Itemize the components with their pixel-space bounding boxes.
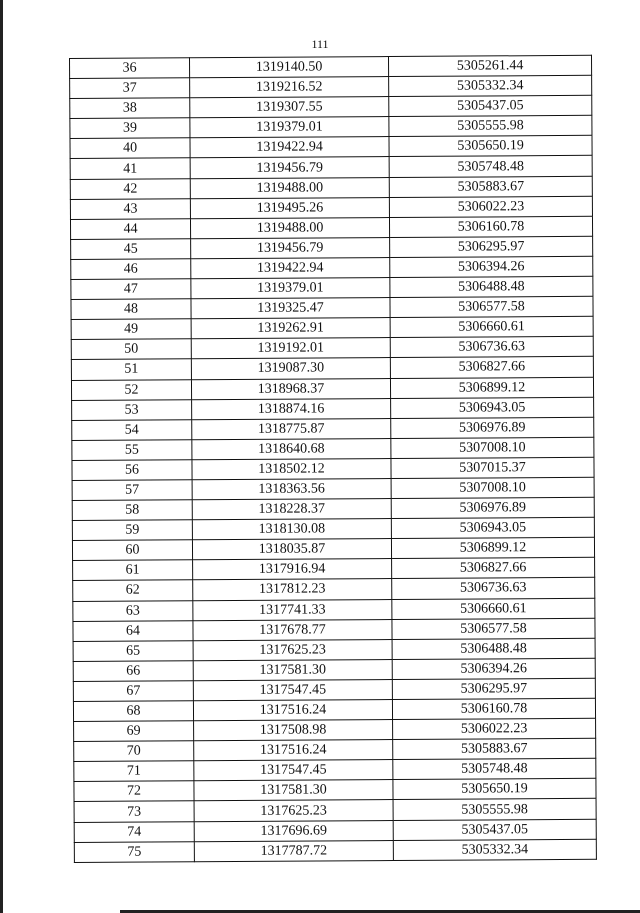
point-number-cell: 39 bbox=[70, 118, 190, 139]
x-coordinate-cell: 1317516.24 bbox=[194, 740, 393, 761]
x-coordinate-cell: 1317516.24 bbox=[193, 700, 392, 721]
table-row bbox=[70, 216, 592, 239]
y-coordinate-cell: 5306577.58 bbox=[390, 296, 593, 317]
y-coordinate-cell: 5306827.66 bbox=[392, 558, 595, 579]
point-number-cell: 75 bbox=[74, 841, 194, 862]
table-row bbox=[73, 678, 595, 701]
table-row bbox=[72, 497, 594, 520]
point-number-cell: 42 bbox=[70, 178, 190, 199]
table-row bbox=[72, 477, 594, 500]
table-row bbox=[70, 95, 592, 118]
point-number-cell: 57 bbox=[72, 480, 192, 501]
point-number-cell: 47 bbox=[71, 279, 191, 300]
table-row bbox=[71, 296, 593, 319]
point-number-cell: 70 bbox=[74, 741, 194, 762]
y-coordinate-cell: 5305437.05 bbox=[389, 95, 592, 116]
point-number-cell: 59 bbox=[72, 520, 192, 541]
table-row bbox=[70, 75, 592, 98]
table-row bbox=[74, 819, 596, 842]
table-row bbox=[74, 799, 596, 822]
y-coordinate-cell: 5306899.12 bbox=[390, 377, 593, 398]
y-coordinate-cell: 5306577.58 bbox=[392, 618, 595, 639]
table-row bbox=[70, 116, 592, 139]
x-coordinate-cell: 1319216.52 bbox=[190, 77, 389, 98]
y-coordinate-cell: 5305332.34 bbox=[393, 839, 596, 860]
point-number-cell: 68 bbox=[73, 701, 193, 722]
x-coordinate-cell: 1317678.77 bbox=[193, 619, 392, 640]
x-coordinate-cell: 1319422.94 bbox=[191, 257, 390, 278]
x-coordinate-cell: 1319307.55 bbox=[190, 97, 389, 118]
y-coordinate-cell: 5306160.78 bbox=[389, 216, 592, 237]
point-number-cell: 67 bbox=[73, 681, 193, 702]
table-row bbox=[73, 558, 595, 581]
y-coordinate-cell: 5306660.61 bbox=[392, 598, 595, 619]
x-coordinate-cell: 1317508.98 bbox=[194, 720, 393, 741]
x-coordinate-cell: 1319495.26 bbox=[190, 197, 389, 218]
y-coordinate-cell: 5305555.98 bbox=[389, 116, 592, 137]
x-coordinate-cell: 1319087.30 bbox=[191, 358, 390, 379]
table-row bbox=[73, 598, 595, 621]
y-coordinate-cell: 5306976.89 bbox=[391, 497, 594, 518]
table-row bbox=[73, 618, 595, 641]
x-coordinate-cell: 1317625.23 bbox=[194, 800, 393, 821]
x-coordinate-cell: 1319488.00 bbox=[190, 177, 389, 198]
table-row bbox=[73, 658, 595, 681]
point-number-cell: 51 bbox=[71, 359, 191, 380]
y-coordinate-cell: 5306736.63 bbox=[390, 337, 593, 358]
point-number-cell: 74 bbox=[74, 821, 194, 842]
point-number-cell: 63 bbox=[73, 600, 193, 621]
point-number-cell: 50 bbox=[71, 339, 191, 360]
y-coordinate-cell: 5307008.10 bbox=[391, 477, 594, 498]
y-coordinate-cell: 5306022.23 bbox=[389, 196, 592, 217]
scan-edge-left bbox=[0, 0, 3, 913]
table-row bbox=[71, 357, 593, 380]
x-coordinate-cell: 1319456.79 bbox=[190, 157, 389, 178]
y-coordinate-cell: 5306394.26 bbox=[390, 256, 593, 277]
table-row bbox=[73, 698, 595, 721]
x-coordinate-cell: 1319262.91 bbox=[191, 318, 390, 339]
y-coordinate-cell: 5305883.67 bbox=[389, 176, 592, 197]
point-number-cell: 71 bbox=[74, 761, 194, 782]
point-number-cell: 44 bbox=[70, 219, 190, 240]
y-coordinate-cell: 5306976.89 bbox=[391, 417, 594, 438]
x-coordinate-cell: 1319379.01 bbox=[190, 117, 389, 138]
x-coordinate-cell: 1317581.30 bbox=[194, 780, 393, 801]
y-coordinate-cell: 5305555.98 bbox=[393, 799, 596, 820]
x-coordinate-cell: 1319192.01 bbox=[191, 338, 390, 359]
point-number-cell: 64 bbox=[73, 620, 193, 641]
point-number-cell: 58 bbox=[72, 500, 192, 521]
x-coordinate-cell: 1318640.68 bbox=[192, 438, 391, 459]
table-row bbox=[70, 136, 592, 159]
table-row bbox=[70, 55, 592, 78]
coordinates-table-container bbox=[69, 55, 596, 863]
point-number-cell: 36 bbox=[70, 58, 190, 79]
x-coordinate-cell: 1318130.08 bbox=[192, 519, 391, 540]
table-row bbox=[71, 236, 593, 259]
point-number-cell: 43 bbox=[70, 198, 190, 219]
y-coordinate-cell: 5306022.23 bbox=[393, 718, 596, 739]
table-row bbox=[74, 839, 596, 862]
coordinates-table bbox=[69, 55, 597, 863]
x-coordinate-cell: 1319488.00 bbox=[190, 217, 389, 238]
x-coordinate-cell: 1317547.45 bbox=[193, 679, 392, 700]
table-row bbox=[71, 377, 593, 400]
y-coordinate-cell: 5307008.10 bbox=[391, 437, 594, 458]
point-number-cell: 56 bbox=[72, 460, 192, 481]
y-coordinate-cell: 5306943.05 bbox=[391, 397, 594, 418]
y-coordinate-cell: 5306295.97 bbox=[392, 678, 595, 699]
x-coordinate-cell: 1318363.56 bbox=[192, 479, 391, 500]
y-coordinate-cell: 5305883.67 bbox=[393, 738, 596, 759]
table-row bbox=[72, 437, 594, 460]
x-coordinate-cell: 1319379.01 bbox=[191, 278, 390, 299]
y-coordinate-cell: 5306394.26 bbox=[392, 658, 595, 679]
point-number-cell: 37 bbox=[70, 78, 190, 99]
table-row bbox=[74, 779, 596, 802]
y-coordinate-cell: 5305261.44 bbox=[388, 55, 591, 76]
y-coordinate-cell: 5306660.61 bbox=[390, 317, 593, 338]
x-coordinate-cell: 1318968.37 bbox=[191, 378, 390, 399]
x-coordinate-cell: 1317812.23 bbox=[193, 579, 392, 600]
table-row bbox=[73, 578, 595, 601]
point-number-cell: 72 bbox=[74, 781, 194, 802]
x-coordinate-cell: 1317625.23 bbox=[193, 639, 392, 660]
point-number-cell: 41 bbox=[70, 158, 190, 179]
point-number-cell: 65 bbox=[73, 640, 193, 661]
y-coordinate-cell: 5306827.66 bbox=[390, 357, 593, 378]
x-coordinate-cell: 1317547.45 bbox=[194, 760, 393, 781]
y-coordinate-cell: 5306488.48 bbox=[390, 276, 593, 297]
x-coordinate-cell: 1318502.12 bbox=[192, 458, 391, 479]
table-row bbox=[72, 457, 594, 480]
point-number-cell: 60 bbox=[72, 540, 192, 561]
table-row bbox=[72, 517, 594, 540]
y-coordinate-cell: 5306295.97 bbox=[390, 236, 593, 257]
y-coordinate-cell: 5306943.05 bbox=[391, 517, 594, 538]
table-row bbox=[70, 196, 592, 219]
table-row bbox=[72, 397, 594, 420]
x-coordinate-cell: 1319140.50 bbox=[190, 57, 389, 78]
y-coordinate-cell: 5306160.78 bbox=[392, 698, 595, 719]
y-coordinate-cell: 5306736.63 bbox=[392, 578, 595, 599]
page-number: 111 bbox=[311, 37, 329, 51]
table-row bbox=[71, 276, 593, 299]
y-coordinate-cell: 5305650.19 bbox=[389, 136, 592, 157]
table-row bbox=[72, 417, 594, 440]
x-coordinate-cell: 1319456.79 bbox=[191, 237, 390, 258]
coordinates-table-body bbox=[70, 55, 597, 862]
y-coordinate-cell: 5306488.48 bbox=[392, 638, 595, 659]
point-number-cell: 46 bbox=[71, 259, 191, 280]
x-coordinate-cell: 1317916.94 bbox=[193, 559, 392, 580]
point-number-cell: 53 bbox=[72, 399, 192, 420]
x-coordinate-cell: 1318035.87 bbox=[192, 539, 391, 560]
table-row bbox=[71, 317, 593, 340]
point-number-cell: 40 bbox=[70, 138, 190, 159]
y-coordinate-cell: 5305332.34 bbox=[389, 75, 592, 96]
y-coordinate-cell: 5305650.19 bbox=[393, 779, 596, 800]
point-number-cell: 49 bbox=[71, 319, 191, 340]
table-row bbox=[71, 337, 593, 360]
point-number-cell: 55 bbox=[72, 440, 192, 461]
x-coordinate-cell: 1317581.30 bbox=[193, 659, 392, 680]
point-number-cell: 62 bbox=[73, 580, 193, 601]
x-coordinate-cell: 1317787.72 bbox=[194, 840, 393, 861]
y-coordinate-cell: 5305748.48 bbox=[389, 156, 592, 177]
point-number-cell: 61 bbox=[73, 560, 193, 581]
x-coordinate-cell: 1318228.37 bbox=[192, 499, 391, 520]
table-row bbox=[74, 738, 596, 761]
point-number-cell: 73 bbox=[74, 801, 194, 822]
point-number-cell: 38 bbox=[70, 98, 190, 119]
point-number-cell: 54 bbox=[72, 419, 192, 440]
table-row bbox=[74, 718, 596, 741]
y-coordinate-cell: 5305437.05 bbox=[393, 819, 596, 840]
table-row bbox=[70, 156, 592, 179]
table-row bbox=[71, 256, 593, 279]
y-coordinate-cell: 5306899.12 bbox=[391, 538, 594, 559]
y-coordinate-cell: 5307015.37 bbox=[391, 457, 594, 478]
point-number-cell: 48 bbox=[71, 299, 191, 320]
table-row bbox=[70, 176, 592, 199]
x-coordinate-cell: 1318775.87 bbox=[192, 418, 391, 439]
x-coordinate-cell: 1319422.94 bbox=[190, 137, 389, 158]
x-coordinate-cell: 1317741.33 bbox=[193, 599, 392, 620]
x-coordinate-cell: 1318874.16 bbox=[192, 398, 391, 419]
table-row bbox=[72, 538, 594, 561]
x-coordinate-cell: 1317696.69 bbox=[194, 820, 393, 841]
table-row bbox=[74, 759, 596, 782]
point-number-cell: 45 bbox=[71, 239, 191, 260]
point-number-cell: 52 bbox=[71, 379, 191, 400]
table-row bbox=[73, 638, 595, 661]
y-coordinate-cell: 5305748.48 bbox=[393, 759, 596, 780]
x-coordinate-cell: 1319325.47 bbox=[191, 298, 390, 319]
point-number-cell: 66 bbox=[73, 661, 193, 682]
point-number-cell: 69 bbox=[74, 721, 194, 742]
